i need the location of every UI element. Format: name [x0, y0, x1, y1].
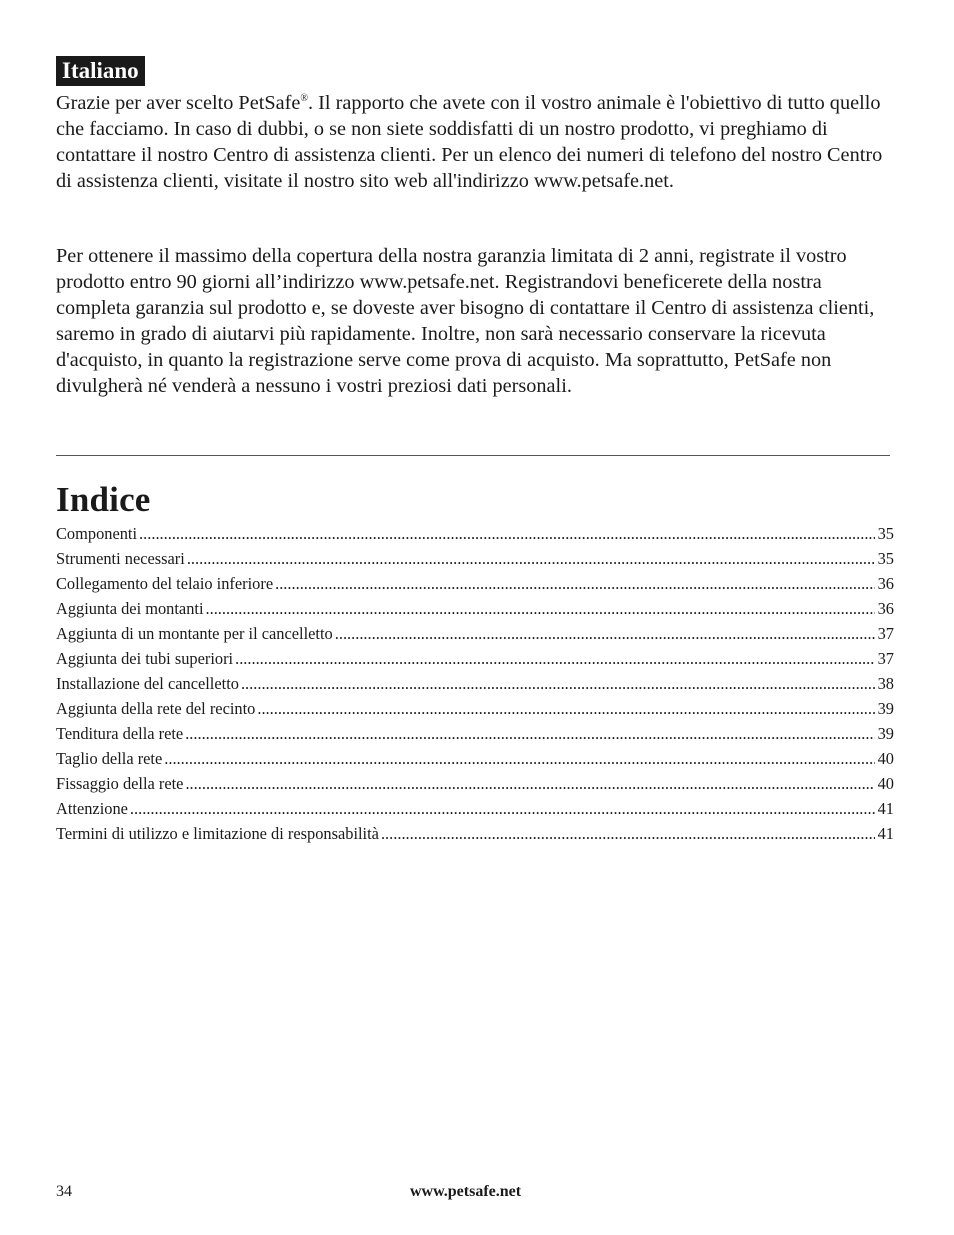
toc-entry[interactable] — [56, 596, 894, 621]
toc-entry-page: 40 — [877, 749, 894, 768]
toc-entry-label: Installazione del cancelletto — [56, 674, 239, 693]
toc-dot-leader — [257, 696, 874, 721]
toc-dot-leader — [130, 796, 875, 821]
toc-entry-page: 38 — [877, 674, 894, 693]
toc-dot-leader — [275, 571, 875, 596]
toc-entry-label: Tenditura della rete — [56, 724, 184, 743]
language-tag: Italiano — [56, 56, 145, 86]
toc-entry-page: 37 — [877, 649, 894, 668]
toc-entry[interactable] — [56, 621, 894, 646]
toc-entry-label: Aggiunta di un montante per il cancelletto — [56, 624, 333, 643]
toc-entry-label: Collegamento del telaio inferiore — [56, 574, 274, 593]
toc-dot-leader — [206, 596, 875, 621]
toc-entry-label: Componenti — [56, 524, 138, 543]
toc-dot-leader — [185, 721, 874, 746]
toc-entry[interactable] — [56, 771, 894, 796]
toc-dot-leader — [139, 521, 875, 546]
toc-entry[interactable] — [56, 546, 894, 571]
toc-entry[interactable] — [56, 521, 894, 546]
toc-entry-label: Aggiunta della rete del recinto — [56, 699, 256, 718]
toc-dot-leader — [235, 646, 875, 671]
toc-entry[interactable] — [56, 696, 894, 721]
toc-entry-page: 41 — [877, 799, 894, 818]
intro-paragraph-2: Per ottenere il massimo della copertura della nostra garanzia limitata di 2 anni, registrate il vostro prodotto entro 90 giorni all’indirizzo www.petsafe.net. Registrandovi beneficerete della nostra completa garanzia sul prodotto e, se doveste aver bisogno di contattare il Centro di assistenza clienti, saremo in grado di aiutarvi più rapidamente. Inoltre, non sarà necessario conservare la ricevuta d'acquisto, in quanto la registrazione serve come prova di acquisto. Ma soprattutto, PetSafe non divulgherà né venderà a nessuno i vostri preziosi dati personali. — [56, 245, 875, 397]
section-divider — [56, 455, 890, 456]
toc-dot-leader — [187, 546, 875, 571]
toc-entry-page: 37 — [877, 624, 894, 643]
toc-entry-page: 35 — [877, 524, 894, 543]
toc-entry-page: 36 — [877, 574, 894, 593]
toc-entry[interactable] — [56, 746, 894, 771]
toc-entry-label: Aggiunta dei tubi superiori — [56, 649, 234, 668]
toc-entry[interactable] — [56, 796, 894, 821]
toc-entry[interactable] — [56, 721, 894, 746]
toc-title: Indice — [56, 480, 151, 519]
toc-entry-label: Termini di utilizzo e limitazione di responsabilità — [56, 824, 379, 843]
intro-p1-text-start: Grazie per aver scelto PetSafe — [56, 92, 301, 114]
toc-entry-label: Strumenti necessari — [56, 549, 185, 568]
footer-url: www.petsafe.net — [410, 1183, 522, 1200]
toc-entry[interactable] — [56, 571, 894, 596]
toc-entry-label: Attenzione — [56, 799, 128, 818]
intro-paragraph-1 — [56, 90, 892, 194]
toc-entry-page: 41 — [877, 824, 894, 843]
toc-entry-page: 35 — [877, 549, 894, 568]
registered-mark: ® — [300, 93, 308, 105]
toc-dot-leader — [185, 771, 874, 796]
toc-dot-leader — [241, 671, 875, 696]
table-of-contents — [56, 521, 894, 846]
manual-page — [56, 0, 892, 1235]
toc-entry-page: 36 — [877, 599, 894, 618]
toc-entry[interactable] — [56, 646, 894, 671]
toc-dot-leader — [335, 621, 875, 646]
toc-dot-leader — [381, 821, 875, 846]
toc-entry[interactable] — [56, 671, 894, 696]
toc-entry-page: 39 — [877, 699, 894, 718]
toc-entry-label: Fissaggio della rete — [56, 774, 184, 793]
toc-entry-label: Aggiunta dei montanti — [56, 599, 204, 618]
toc-entry-page: 39 — [877, 724, 894, 743]
toc-entry[interactable] — [56, 821, 894, 846]
intro-p1-text-rest: . Il rapporto che avete con il vostro animale è l'obiettivo di tutto quello che facciamo. In caso di dubbi, o se non siete soddisfatti di un nostro prodotto, vi preghiamo di contattare il nostro Centro di assistenza clienti. Per un elenco dei numeri di telefono del nostro Centro di assistenza clienti, visitate il nostro sito web all'indirizzo www.petsafe.net. — [56, 92, 883, 192]
footer-page-number: 34 — [56, 1183, 72, 1200]
toc-dot-leader — [164, 746, 874, 771]
toc-entry-label: Taglio della rete — [56, 749, 163, 768]
toc-entry-page: 40 — [877, 774, 894, 793]
